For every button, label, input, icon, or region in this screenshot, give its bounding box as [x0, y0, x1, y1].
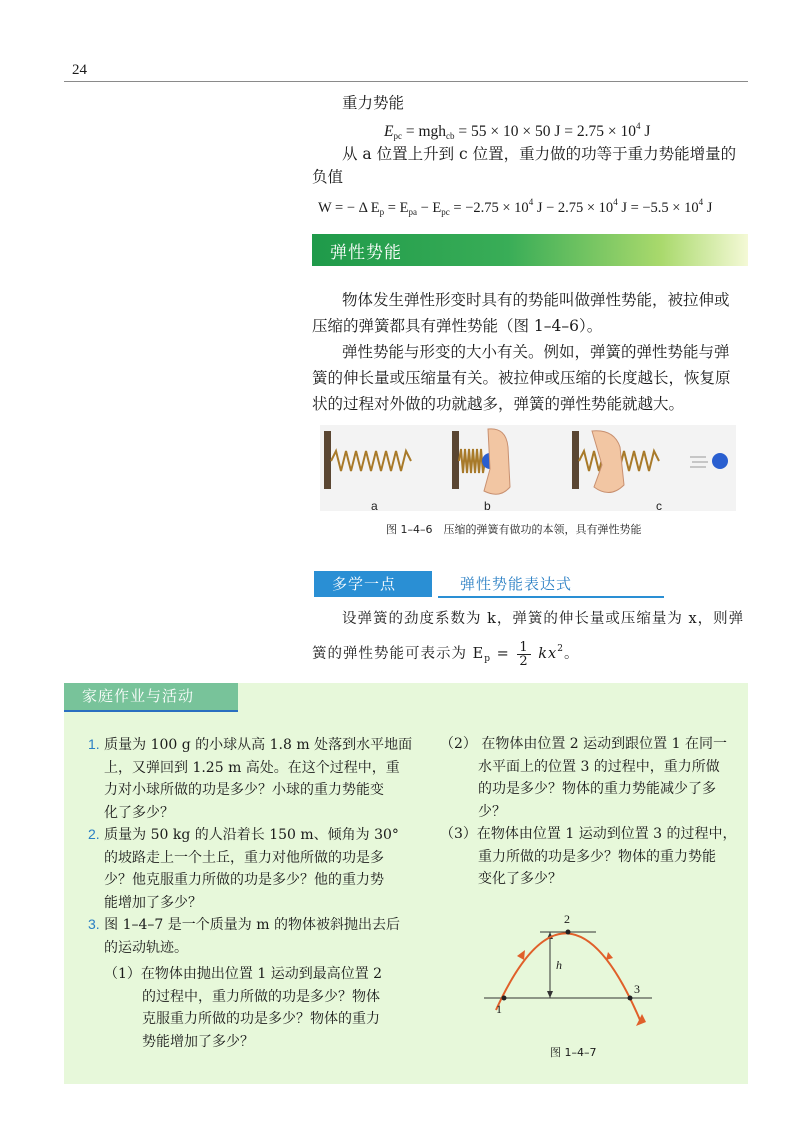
sub-question-1: （1）在物体由抛出位置 1 运动到最高位置 2 的过程中，重力所做的功是多少？物体 克服重力所做的功是多少？物体的重力 势能增加了多少？ — [104, 966, 383, 1050]
fraction-half: $\frac{1}{2}$ — [519, 639, 529, 669]
wall-c — [572, 431, 579, 489]
diagram-label-1: 1 — [496, 1002, 502, 1016]
question-number: 3. — [88, 916, 100, 932]
section-title: 弹性势能 — [330, 243, 402, 263]
question-1: 1. 质量为 100 g 的小球从高 1.8 m 处落到水平地面 上，又弹回到 1.25 m 高处。在这个过程中，重 力对小球所做的功是多少？小球的重力势能变 化了多少？ — [88, 736, 413, 821]
position-1-dot — [502, 996, 507, 1001]
extra-learning-topic: 弹性势能表达式 — [460, 575, 573, 593]
position-3-dot — [628, 996, 633, 1001]
diagram-label-2: 2 — [564, 912, 570, 926]
homework-title: 家庭作业与活动 — [64, 683, 238, 710]
sub-question-3: （3）在物体由位置 1 运动到位置 3 的过程中， 重力所做的功是多少？物体的重力势能 变化了多少？ — [440, 826, 737, 887]
extra-learning-label: 多学一点 — [314, 571, 432, 597]
trajectory-arrow-rise — [517, 950, 525, 960]
diagram-caption: 图 1–4–7 — [550, 1046, 597, 1059]
spring-figure — [320, 425, 736, 511]
wall-b — [452, 431, 459, 489]
homework-title-underline — [64, 710, 238, 712]
sub-question-2: （2） 在物体由位置 2 运动到跟位置 1 在同一 水平面上的位置 3 的过程中，重力所做 的功是多少？物体的重力势能减少了多 少？ — [440, 736, 727, 820]
page-number: 24 — [72, 62, 87, 78]
spring-illustration — [320, 425, 736, 511]
trajectory-arrow-fall — [606, 952, 613, 960]
equation-gravitational-pe: $E_{pc} = mgh_{cb} = 55 \times 10 \times 50$ $J = 2.75 \times 10^4$ J — [384, 121, 651, 141]
paragraph-definition — [312, 287, 752, 339]
question-3: 3. 图 1–4–7 是一个质量为 m 的物体被斜抛出去后 的运动轨迹。 — [88, 916, 400, 956]
position-2-dot — [566, 930, 571, 935]
question-number: 2. — [88, 826, 100, 842]
paragraph-line: 状的过程对外做的功就越多，弹簧的弹性势能就越大。 — [312, 395, 685, 413]
diagram-label-3: 3 — [634, 982, 640, 996]
header-rule — [64, 81, 748, 82]
calc-text-line-1: 从 a 位置上升到 c 位置，重力做的功等于重力势能增量的 — [342, 145, 737, 163]
section-heading-elastic-pe — [312, 234, 748, 266]
extra-text-line-1: 设弹簧的劲度系数为 k，弹簧的伸长量或压缩量为 x，则弹 — [342, 611, 745, 627]
wall-a — [324, 431, 331, 489]
paragraph-line: 簧的伸长量或压缩量有关。被拉伸或压缩的长度越长，恢复原 — [312, 369, 731, 387]
figure-label-b: b — [484, 499, 491, 513]
trajectory-diagram — [484, 910, 654, 1040]
question-2: 2. 质量为 50 kg 的人沿着长 150 m、倾角为 30° 的坡路走上一个土丘，重力对他所做的功是多 少？他克服重力所做的功是多少？他的重力势 能增加了多少？ — [88, 826, 399, 911]
diagram-label-h: h — [556, 958, 562, 972]
figure-label-c: c — [656, 499, 662, 513]
paragraph-line: 压缩的弹簧都具有弹性势能（图 1–4–6）。 — [312, 317, 603, 335]
figure-label-a: a — [371, 499, 378, 513]
figure-caption: 图 1–4–6 压缩的弹簧有做功的本领，具有弹性势能 — [386, 523, 642, 536]
paragraph-line: 物体发生弹性形变时具有的势能叫做弹性势能，被拉伸或 — [342, 291, 730, 309]
extra-learning-underline — [438, 596, 664, 598]
calc-label: 重力势能 — [342, 94, 405, 112]
extra-formula-line: 簧的弹性势能可表示为 $E_p$ = $\frac{1}{2}$ $kx^2$。 — [312, 639, 580, 669]
ball-c — [712, 453, 728, 469]
equation-work: W = − Δ $E_p = E_{pa} - E_{pc} = -2.75 \times 10^4$ $J - 2.75 \times 10^4$ $J = -5.5 \times 10^4$ J — [318, 197, 713, 217]
question-number: 1. — [88, 736, 100, 752]
height-arrow-bottom — [547, 991, 553, 998]
extra-learning-heading — [314, 571, 664, 597]
trajectory-curve — [496, 933, 640, 1020]
paragraph-deformation — [312, 339, 752, 417]
paragraph-line: 弹性势能与形变的大小有关。例如，弹簧的弹性势能与弹 — [342, 343, 730, 361]
calc-text-line-2: 负值 — [312, 168, 344, 186]
